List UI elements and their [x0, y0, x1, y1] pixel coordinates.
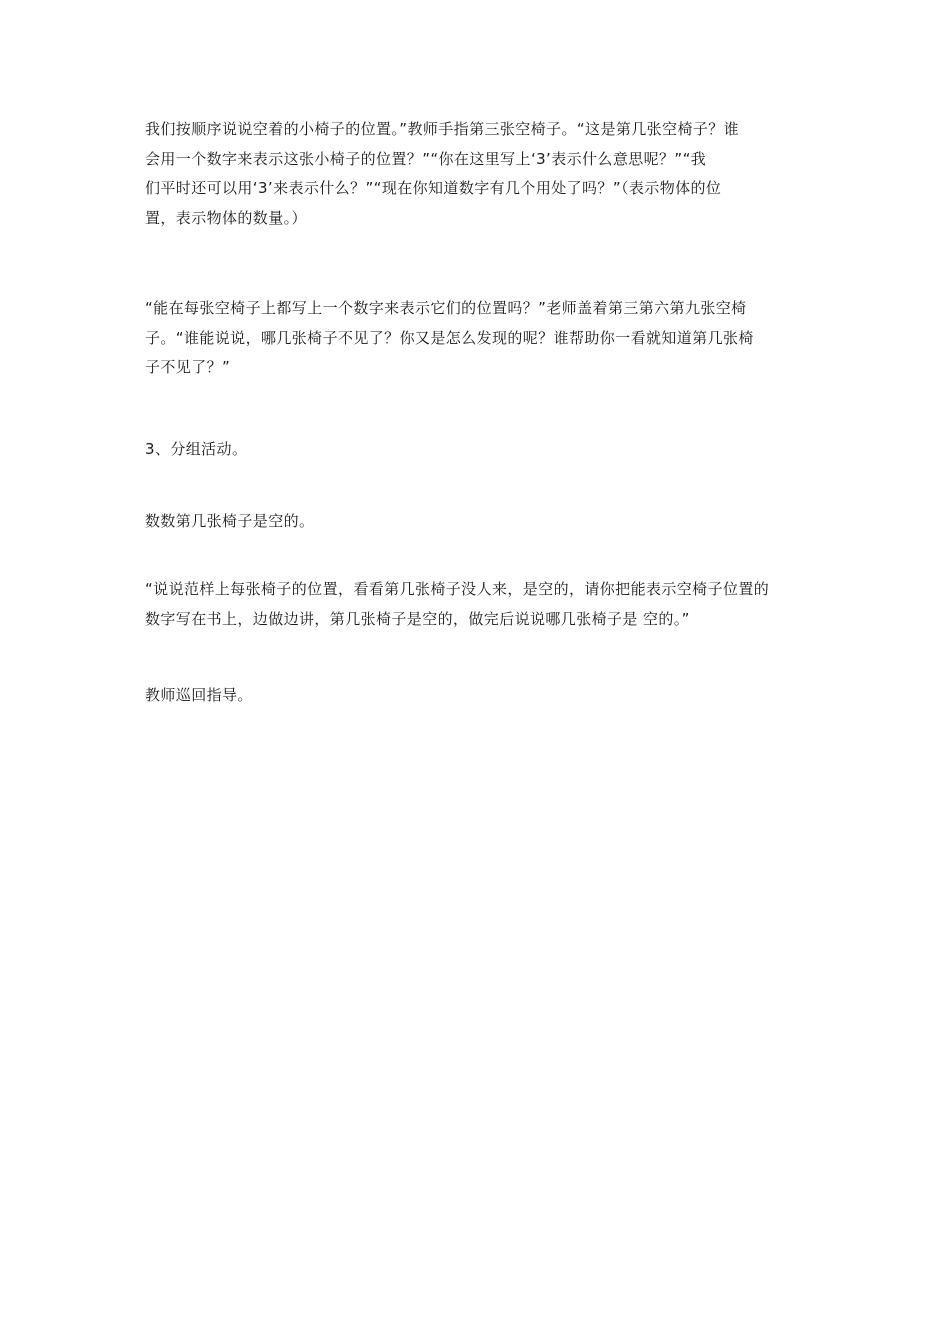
paragraph-missing-chairs — [145, 294, 810, 383]
text-line: 置，表示物体的数量。） — [145, 208, 307, 227]
text-line: 会用一个数字来表示这张小椅子的位置？”“你在这里写上‘3’表示什么意思呢？”“我 — [145, 149, 707, 168]
text-line: 3、分组活动。 — [145, 440, 248, 458]
paragraph-instructions — [145, 575, 810, 634]
text-line: 数字写在书上，边做边讲，第几张椅子是空的，做完后说说哪几张椅子是 空的。” — [145, 609, 690, 628]
text-line: 子。“谁能说说，哪几张椅子不见了？你又是怎么发现的呢？谁帮助你一看就知道第几张椅 — [145, 328, 754, 347]
text-line: 们平时还可以用‘3’来表示什么？”“现在你知道数字有几个用处了吗？”（表示物体的位 — [145, 179, 722, 197]
text-line: 数数第几张椅子是空的。 — [145, 512, 315, 530]
text-line: 教师巡回指导。 — [145, 686, 253, 704]
text-line: 我们按顺序说说空着的小椅子的位置。”教师手指第三张空椅子。“这是第几张空椅子？谁 — [145, 120, 740, 138]
paragraph-teacher-guidance — [145, 681, 810, 711]
paragraph-group-activity-heading — [145, 435, 810, 465]
text-line: “说说范样上每张椅子的位置，看看第几张椅子没人来，是空的，请你把能表示空椅子位置的 — [145, 580, 770, 598]
paragraph-chair-position-questions — [145, 115, 810, 233]
text-line: “能在每张空椅子上都写上一个数字来表示它们的位置吗？”老师盖着第三第六第九张空椅 — [145, 299, 747, 317]
text-line: 子不见了？” — [145, 358, 231, 376]
paragraph-count-empty-chairs — [145, 507, 810, 537]
